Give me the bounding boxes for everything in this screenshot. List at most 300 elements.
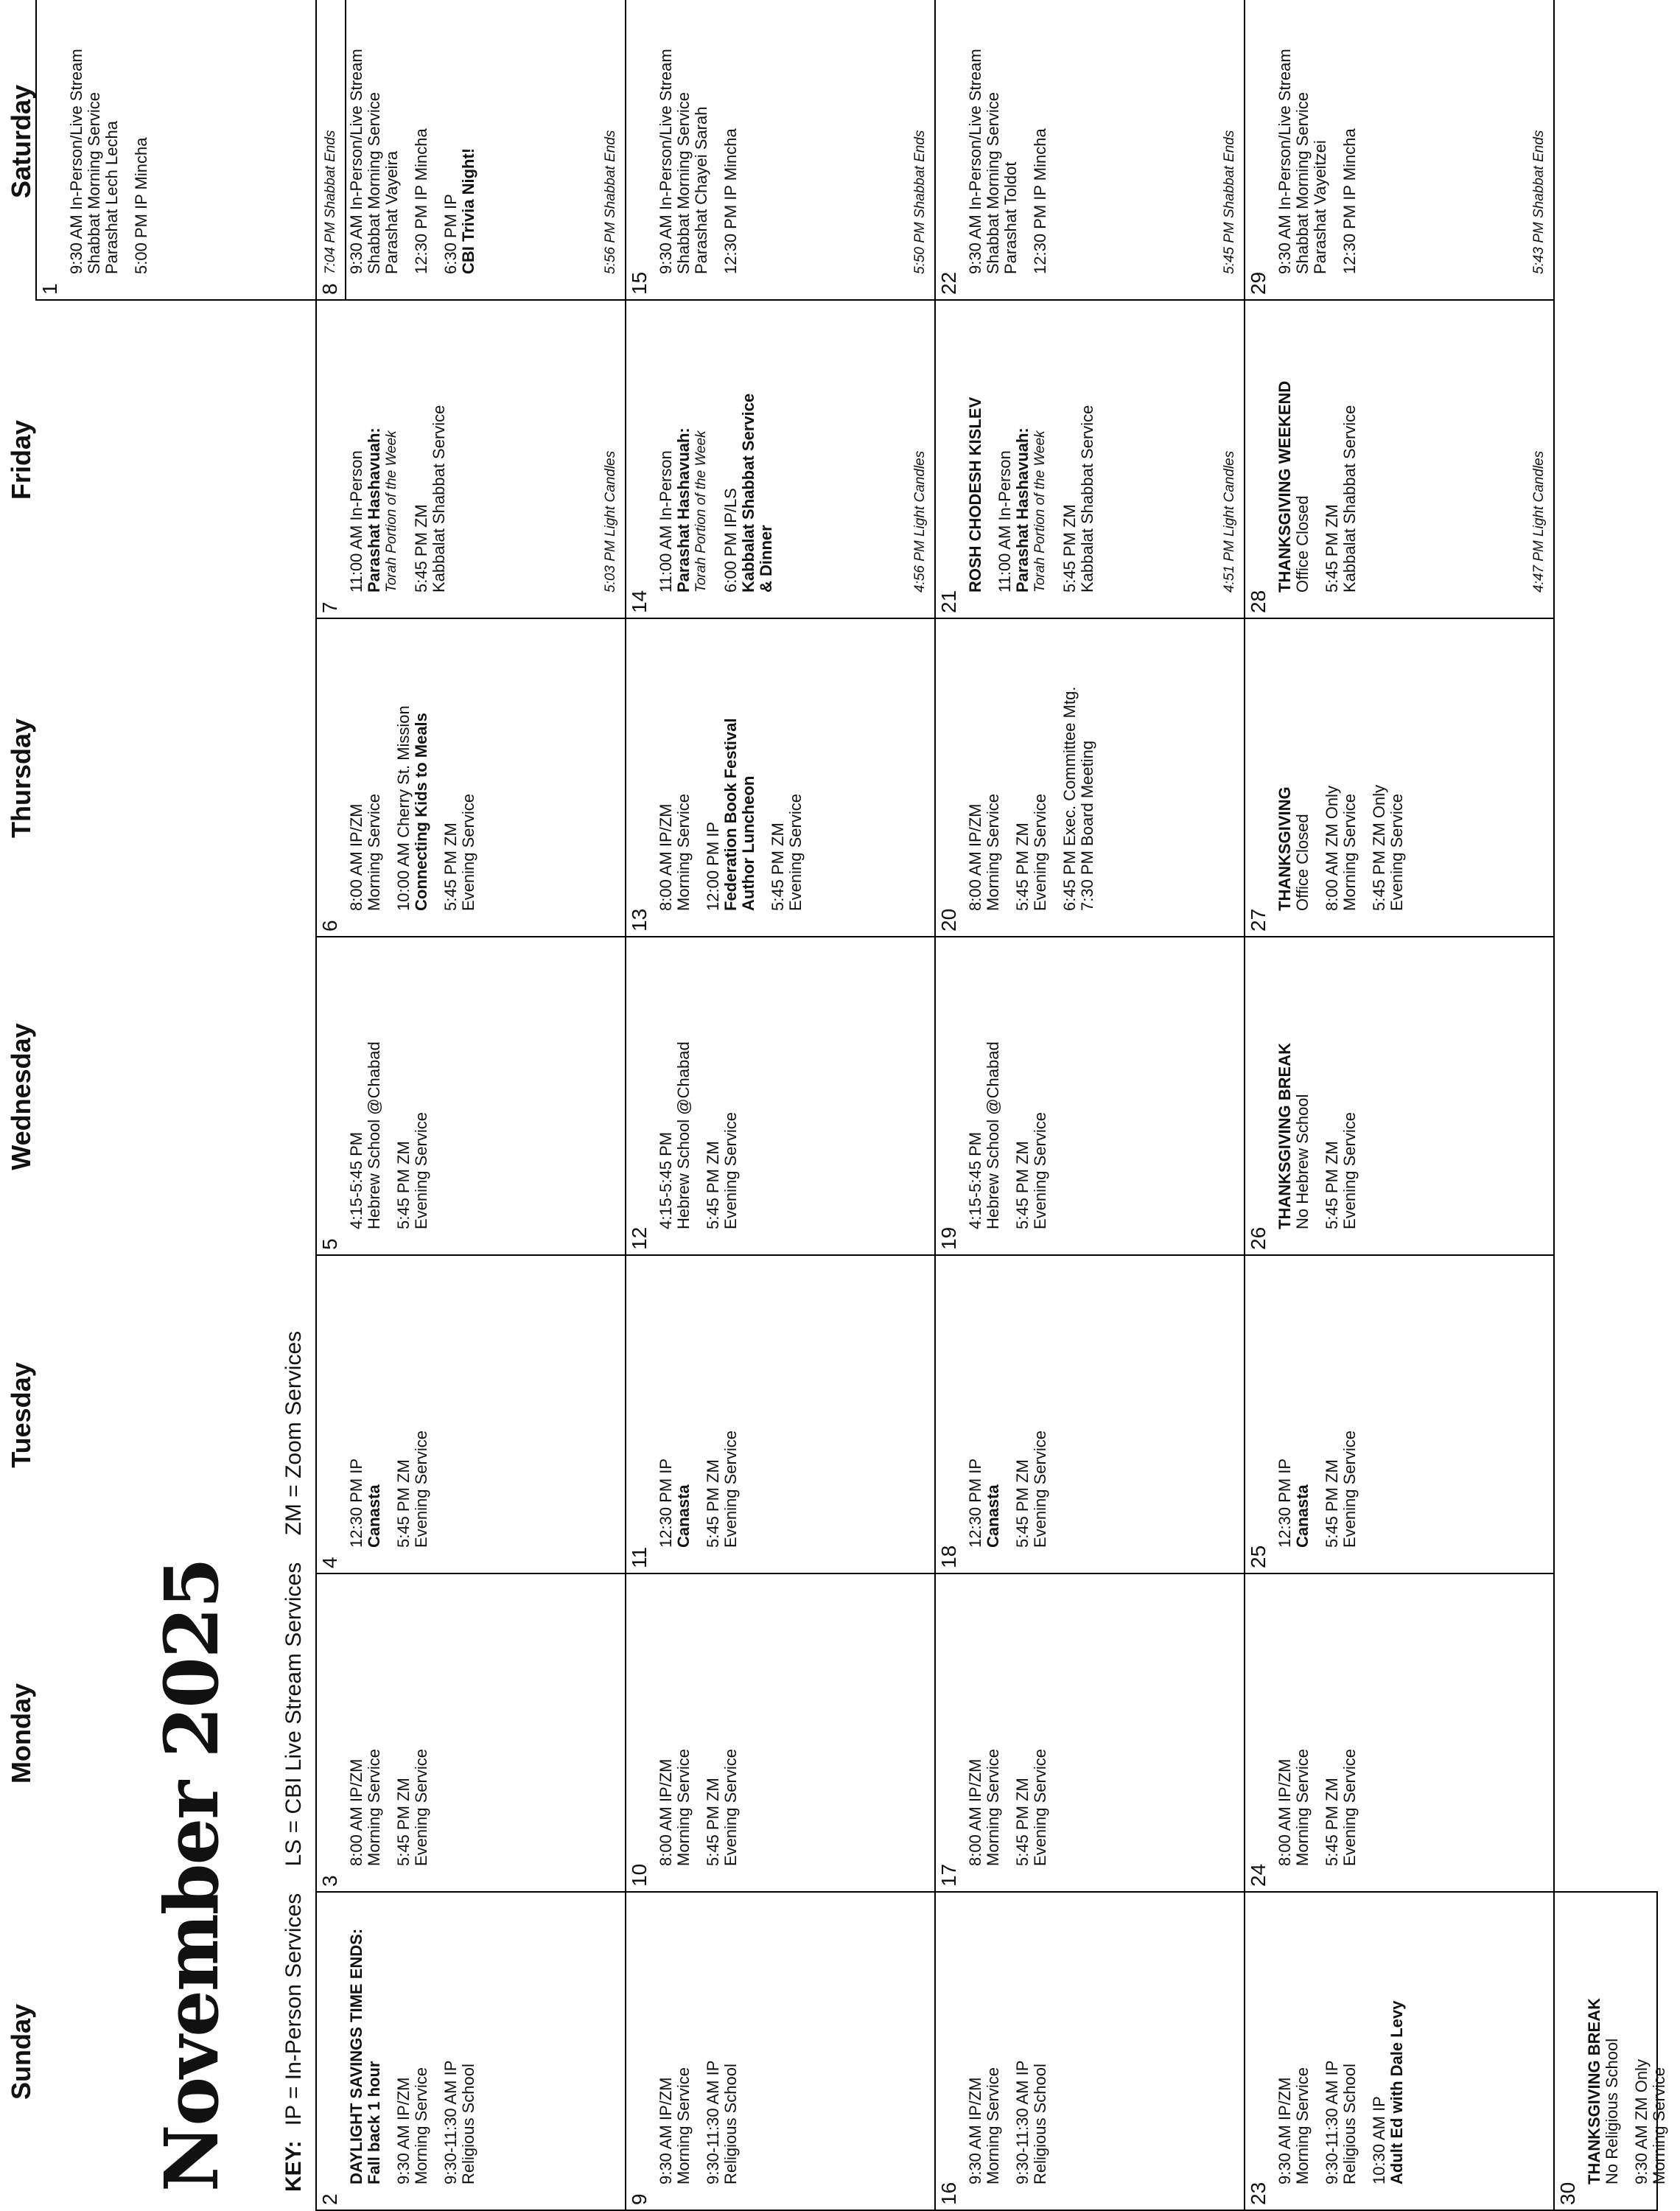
candle-time-note: 7:04 PM Shabbat Ends <box>323 130 338 274</box>
day-cell-22 <box>934 0 1245 301</box>
event-time: 5:45 PM ZM <box>394 1778 413 1866</box>
event-entry <box>657 307 710 593</box>
event-line: Evening Service <box>459 794 477 911</box>
event-line: Parashat Vayeira <box>382 150 401 274</box>
day-number: 30 <box>1556 2182 1579 2205</box>
event-line: Evening Service <box>1340 1112 1359 1229</box>
event-time: 12:30 PM IP Mincha <box>1031 128 1049 274</box>
event-list <box>68 0 162 274</box>
event-entry <box>967 1262 1002 1548</box>
event-line: Canasta <box>1293 1484 1312 1548</box>
day-cell-30 <box>1553 1891 1668 2211</box>
event-entry <box>1371 625 1406 911</box>
day-cell-5 <box>315 936 626 1256</box>
event-entry <box>395 1580 430 1866</box>
day-cell-10 <box>625 1573 936 1893</box>
event-line: Shabbat Morning Service <box>984 91 1002 274</box>
event-time: 8:00 AM IP/ZM <box>347 803 365 911</box>
event-entry <box>1061 307 1096 593</box>
event-entry <box>967 625 1002 911</box>
event-list <box>967 625 1108 911</box>
day-number: 9 <box>628 2193 651 2205</box>
event-entry <box>1276 943 1312 1229</box>
key-item-zm: ZM = Zoom Services <box>281 1330 306 1536</box>
event-line: Evening Service <box>1031 1431 1049 1548</box>
event-time: 5:45 PM ZM <box>704 1141 722 1229</box>
event-entry <box>967 307 984 593</box>
event-line: Evening Service <box>1387 794 1406 911</box>
event-line: Morning Service <box>1293 2067 1312 2184</box>
event-line: THANKSGIVING <box>1275 786 1294 911</box>
event-entry <box>996 307 1049 593</box>
day-cell-16 <box>934 1891 1245 2211</box>
event-line: Kabbalat Shabbat Service <box>1340 405 1359 593</box>
event-line: Religious School <box>1031 2064 1049 2184</box>
day-number: 28 <box>1247 590 1270 613</box>
candle-time-note: 4:51 PM Light Candles <box>1222 450 1237 593</box>
candle-time-note: 5:45 PM Shabbat Ends <box>1222 130 1237 274</box>
event-line: Evening Service <box>1340 1749 1359 1866</box>
event-time: 9:30 AM In-Person/Live Stream <box>966 49 984 274</box>
event-line: Torah Portion of the Week <box>384 430 399 593</box>
day-cell-9 <box>625 1891 936 2211</box>
event-line: Parashat Vayeitzei <box>1311 140 1329 274</box>
event-line: Religious School <box>459 2064 477 2184</box>
event-entry <box>395 1262 430 1548</box>
event-time: 12:30 PM IP Mincha <box>412 128 430 274</box>
event-time: 5:45 PM ZM <box>394 1141 413 1229</box>
day-cell-21 <box>934 299 1245 619</box>
event-entry <box>1633 1899 1668 2184</box>
event-line: Office Closed <box>1293 814 1312 911</box>
event-line: Evening Service <box>1031 1749 1049 1866</box>
event-entry <box>442 625 477 911</box>
event-entry <box>704 943 740 1229</box>
event-line: Morning Service <box>1650 2067 1668 2184</box>
event-line: Evening Service <box>721 1431 740 1548</box>
event-list <box>348 0 489 274</box>
event-time: 4:15-5:45 PM <box>347 1131 365 1229</box>
event-entry <box>967 1899 1002 2184</box>
event-time: 5:45 PM ZM <box>441 822 460 911</box>
event-line: THANKSGIVING WEEKEND <box>1275 380 1294 593</box>
day-number: 20 <box>937 908 960 932</box>
event-line: Morning Service <box>984 1749 1002 1866</box>
day-number: 1 <box>38 283 61 295</box>
event-line: Canasta <box>984 1484 1002 1548</box>
event-entry <box>1014 1262 1049 1548</box>
event-time: 4:15-5:45 PM <box>657 1131 675 1229</box>
event-entry <box>1323 625 1359 911</box>
event-time: 11:00 AM In-Person <box>995 450 1014 593</box>
event-line: Torah Portion of the Week <box>693 430 709 593</box>
day-cell-6 <box>315 618 626 937</box>
day-cell-17 <box>934 1573 1245 1893</box>
event-entry <box>769 625 805 911</box>
day-cell-12 <box>625 936 936 1256</box>
day-cell-1 <box>35 0 346 301</box>
event-time: 12:30 PM IP <box>347 1458 365 1548</box>
day-number: 26 <box>1247 1226 1270 1250</box>
event-line: Morning Service <box>1293 1749 1312 1866</box>
event-entry <box>68 0 121 274</box>
event-line: Canasta <box>674 1484 693 1548</box>
event-time: 9:30 AM In-Person/Live Stream <box>347 49 365 274</box>
event-list <box>1586 1899 1680 2184</box>
event-line: Shabbat Morning Service <box>85 91 103 274</box>
event-time: 10:30 AM IP <box>1370 2096 1388 2184</box>
event-list <box>657 943 752 1229</box>
event-list <box>348 1580 442 1866</box>
day-cell-4 <box>315 1254 626 1574</box>
event-list <box>657 1899 752 2184</box>
event-list <box>348 1899 489 2184</box>
event-time: 12:30 PM IP Mincha <box>1340 128 1359 274</box>
event-entry <box>1323 1580 1359 1866</box>
event-line: Morning Service <box>674 794 693 911</box>
event-entry <box>348 0 401 274</box>
event-entry <box>1061 625 1096 911</box>
day-number: 17 <box>937 1863 960 1887</box>
event-entry <box>1323 1899 1359 2184</box>
day-number: 21 <box>937 590 960 613</box>
event-line: THANKSGIVING BREAK <box>1585 1997 1603 2184</box>
candle-time-note: 5:03 PM Light Candles <box>603 450 618 593</box>
event-time: 12:00 PM IP <box>704 821 722 911</box>
event-line: Evening Service <box>786 794 805 911</box>
event-time: 9:30 AM IP/ZM <box>657 2077 675 2184</box>
event-time: 5:45 PM ZM <box>704 1459 722 1548</box>
event-time: 6:00 PM IP/LS <box>721 488 740 593</box>
event-entry <box>442 0 477 274</box>
event-entry <box>413 307 448 593</box>
event-line: Federation Book Festival <box>721 718 740 911</box>
day-number: 25 <box>1247 1545 1270 1568</box>
event-line: Morning Service <box>365 794 383 911</box>
event-list <box>1276 307 1371 593</box>
event-entry <box>657 0 710 274</box>
event-time: 9:30-11:30 AM IP <box>441 2060 460 2184</box>
event-entry <box>1014 1899 1049 2184</box>
day-header-saturday: Saturday <box>6 84 36 199</box>
event-entry <box>967 1580 1002 1866</box>
day-number: 29 <box>1247 271 1270 295</box>
event-entry <box>1014 943 1049 1229</box>
event-line: Evening Service <box>412 1112 430 1229</box>
event-line: Shabbat Morning Service <box>365 91 383 274</box>
day-cell-11 <box>625 1254 936 1574</box>
event-list <box>967 1262 1061 1548</box>
event-entry <box>967 0 1020 274</box>
event-time: 8:00 AM IP/ZM <box>657 1758 675 1866</box>
day-number: 14 <box>628 590 651 613</box>
event-line: Author Luncheon <box>739 775 757 911</box>
event-entry <box>722 307 775 593</box>
event-entry <box>395 625 430 911</box>
event-list <box>1276 943 1371 1229</box>
event-line: No Hebrew School <box>1293 1094 1312 1229</box>
event-line: & Dinner <box>757 525 775 593</box>
day-cell-19 <box>934 936 1245 1256</box>
event-line: THANKSGIVING BREAK <box>1275 1042 1294 1229</box>
event-line: Parashat Hashavuah: <box>365 427 383 593</box>
event-line: CBI Trivia Night! <box>459 147 477 274</box>
event-entry <box>1276 1580 1312 1866</box>
event-line: Evening Service <box>721 1112 740 1229</box>
event-line: Morning Service <box>674 2067 693 2184</box>
event-entry <box>1341 0 1359 274</box>
event-time: 5:45 PM ZM <box>1013 822 1032 911</box>
event-entry <box>348 625 383 911</box>
candle-time-note: 5:50 PM Shabbat Ends <box>912 130 928 274</box>
event-list <box>657 625 816 911</box>
event-line: Parashat Lech Lecha <box>102 121 121 274</box>
day-cell-23 <box>1244 1891 1555 2211</box>
day-cell-3 <box>315 1573 626 1893</box>
event-entry <box>413 0 430 274</box>
event-entry <box>348 943 383 1229</box>
day-cell-8 <box>315 0 626 301</box>
day-number: 5 <box>318 1238 341 1250</box>
event-time: 8:00 AM IP/ZM <box>966 803 984 911</box>
event-entry <box>657 943 693 1229</box>
event-time: 9:30 AM IP/ZM <box>394 2077 413 2184</box>
event-entry <box>1323 1262 1359 1548</box>
event-line: Canasta <box>365 1484 383 1548</box>
day-number: 4 <box>318 1557 341 1568</box>
event-time: 9:30-11:30 AM IP <box>704 2060 722 2184</box>
event-time: 5:45 PM ZM Only <box>1370 784 1388 911</box>
event-time: 12:30 PM IP <box>657 1458 675 1548</box>
day-number: 16 <box>937 2182 960 2205</box>
event-time: 8:00 AM IP/ZM <box>657 803 675 911</box>
event-time: 5:45 PM ZM <box>412 504 430 593</box>
event-time: 12:30 PM IP <box>966 1458 984 1548</box>
key-label: KEY: <box>281 2140 306 2192</box>
day-cell-29 <box>1244 0 1555 301</box>
event-list <box>1276 1899 1418 2184</box>
event-entry <box>657 1899 693 2184</box>
day-header-friday: Friday <box>6 419 36 500</box>
day-number: 2 <box>318 2193 341 2205</box>
event-line: Evening Service <box>412 1749 430 1866</box>
event-entry <box>657 1262 693 1548</box>
event-list <box>348 625 489 911</box>
day-header-tuesday: Tuesday <box>6 1362 36 1468</box>
day-cell-24 <box>1244 1573 1555 1893</box>
event-time: 6:45 PM Exec. Committee Mtg. <box>1060 686 1079 911</box>
event-line: Parashat Chayei Sarah <box>692 106 710 274</box>
event-time: 5:45 PM ZM <box>1323 1459 1341 1548</box>
day-cell-15 <box>625 0 936 301</box>
day-number: 19 <box>937 1226 960 1250</box>
day-number: 10 <box>628 1863 651 1887</box>
event-line: Hebrew School @Chabad <box>365 1041 383 1229</box>
day-cell-18 <box>934 1254 1245 1574</box>
day-number: 7 <box>318 601 341 613</box>
event-time: 5:45 PM ZM <box>1013 1459 1032 1548</box>
event-entry <box>1014 1580 1049 1866</box>
candle-time-note: 5:56 PM Shabbat Ends <box>603 130 618 274</box>
candle-time-note: 4:47 PM Light Candles <box>1531 450 1547 593</box>
day-number: 11 <box>628 1546 651 1568</box>
event-list <box>1276 1262 1371 1548</box>
event-time: 5:45 PM ZM <box>1323 1141 1341 1229</box>
event-line: Morning Service <box>1340 794 1359 911</box>
event-time: 9:30 AM In-Person/Live Stream <box>657 49 675 274</box>
event-time: 9:30 AM ZM Only <box>1632 2059 1651 2184</box>
day-number: 8 <box>318 283 341 295</box>
event-entry <box>704 1899 740 2184</box>
event-line: Shabbat Morning Service <box>674 91 693 274</box>
event-line: Evening Service <box>1031 794 1049 911</box>
day-number: 6 <box>318 920 341 932</box>
event-entry <box>1276 1262 1312 1548</box>
event-entry <box>395 1899 430 2184</box>
event-entry <box>657 1580 693 1866</box>
event-time: 5:45 PM ZM <box>1323 1778 1341 1866</box>
event-list <box>967 307 1108 593</box>
event-time: 12:30 PM IP <box>1275 1458 1294 1548</box>
event-list <box>967 1899 1061 2184</box>
event-line: Kabbalat Shabbat Service <box>1078 405 1096 593</box>
day-cell-27 <box>1244 618 1555 937</box>
event-time: 8:00 AM IP/ZM <box>966 1758 984 1866</box>
event-line: Parashat Hashavuah: <box>674 427 693 593</box>
event-line: Kabbalat Shabbat Service <box>430 405 448 593</box>
event-entry <box>1371 1899 1406 2184</box>
key-legend <box>281 1310 307 2192</box>
event-line: Evening Service <box>1340 1431 1359 1548</box>
event-time: 8:00 AM ZM Only <box>1323 786 1341 911</box>
day-cell-25 <box>1244 1254 1555 1574</box>
event-line: Morning Service <box>984 794 1002 911</box>
event-entry <box>1323 307 1359 593</box>
event-list <box>1276 0 1371 274</box>
event-line: Parashat Toldot <box>1001 161 1020 274</box>
day-cell-2 <box>315 1891 626 2211</box>
event-entry <box>1014 625 1049 911</box>
event-line: Fall back 1 hour <box>365 2061 383 2184</box>
event-line: Office Closed <box>1293 495 1312 593</box>
event-line: No Religious School <box>1603 2038 1621 2184</box>
day-number: 13 <box>628 908 651 932</box>
event-entry <box>348 1580 383 1866</box>
day-number: 22 <box>937 271 960 295</box>
day-number: 15 <box>628 271 651 295</box>
event-entry <box>1276 1899 1312 2184</box>
event-time: 5:45 PM ZM <box>769 822 787 911</box>
day-number: 18 <box>937 1545 960 1568</box>
event-entry <box>1323 943 1359 1229</box>
event-time: 5:45 PM ZM <box>1013 1141 1032 1229</box>
event-line: Shabbat Morning Service <box>1293 91 1312 274</box>
event-time: 4:15-5:45 PM <box>966 1131 984 1229</box>
event-time: 12:30 PM IP Mincha <box>721 128 740 274</box>
event-entry <box>348 1899 383 2184</box>
event-list <box>1276 625 1418 911</box>
candle-time-note: 5:43 PM Shabbat Ends <box>1531 130 1547 274</box>
event-entry <box>1276 625 1312 911</box>
event-line: 7:30 PM Board Meeting <box>1078 740 1096 911</box>
event-time: 5:45 PM ZM <box>1060 504 1079 593</box>
day-number: 24 <box>1247 1863 1270 1887</box>
event-time: 9:30 AM IP/ZM <box>966 2077 984 2184</box>
day-number: 23 <box>1247 2182 1270 2205</box>
event-line: Adult Ed with Dale Levy <box>1387 2000 1406 2184</box>
event-entry <box>657 625 693 911</box>
event-line: Hebrew School @Chabad <box>674 1041 693 1229</box>
event-entry <box>442 1899 477 2184</box>
event-entry <box>1032 0 1049 274</box>
event-line: ROSH CHODESH KISLEV <box>966 397 984 593</box>
event-line: Morning Service <box>984 2067 1002 2184</box>
day-cell-26 <box>1244 936 1555 1256</box>
event-list <box>657 307 787 593</box>
day-number: 3 <box>318 1875 341 1887</box>
day-cell-7 <box>315 299 626 619</box>
event-line: Parashat Hashavuah: <box>1013 427 1032 593</box>
day-cell-13 <box>625 618 936 937</box>
event-time: 8:00 AM IP/ZM <box>347 1758 365 1866</box>
day-header-thursday: Thursday <box>6 718 36 839</box>
event-entry <box>1276 307 1312 593</box>
event-time: 5:45 PM ZM <box>704 1778 722 1866</box>
candle-time-note: 4:56 PM Light Candles <box>912 450 928 593</box>
event-entry <box>1586 1899 1621 2184</box>
event-line: Evening Service <box>412 1431 430 1548</box>
event-line: DAYLIGHT SAVINGS TIME ENDS: <box>347 1928 365 2184</box>
event-line: Torah Portion of the Week <box>1032 430 1048 593</box>
day-header-wednesday: Wednesday <box>6 1023 36 1170</box>
event-entry <box>1276 0 1329 274</box>
day-number: 12 <box>628 1226 651 1250</box>
event-time: 6:30 PM IP <box>441 194 460 274</box>
event-time: 9:30-11:30 AM IP <box>1323 2060 1341 2184</box>
day-header-sunday: Sunday <box>6 2003 36 2100</box>
event-list <box>657 1580 752 1866</box>
day-cell-28 <box>1244 299 1555 619</box>
page-title: November 2025 <box>148 1558 235 2192</box>
event-line: Morning Service <box>412 2067 430 2184</box>
event-list <box>348 307 460 593</box>
event-entry <box>133 0 150 274</box>
event-line: Morning Service <box>674 1749 693 1866</box>
event-time: 9:30 AM IP/ZM <box>1275 2077 1294 2184</box>
event-list <box>967 943 1061 1229</box>
event-time: 5:45 PM ZM <box>1323 504 1341 593</box>
event-time: 9:30 AM In-Person/Live Stream <box>67 49 85 274</box>
event-line: Connecting Kids to Meals <box>412 713 430 911</box>
event-line: Evening Service <box>721 1749 740 1866</box>
day-number: 27 <box>1247 908 1270 932</box>
event-entry <box>704 1262 740 1548</box>
day-cell-20 <box>934 618 1245 937</box>
event-time: 5:45 PM ZM <box>1013 1778 1032 1866</box>
event-line: Hebrew School @Chabad <box>984 1041 1002 1229</box>
event-time: 9:30-11:30 AM IP <box>1013 2060 1032 2184</box>
event-entry <box>348 307 401 593</box>
event-time: 8:00 AM IP/ZM <box>1275 1758 1294 1866</box>
event-entry <box>348 1262 383 1548</box>
event-list <box>657 0 752 274</box>
event-list <box>967 0 1061 274</box>
event-list <box>657 1262 752 1548</box>
event-time: 5:00 PM IP Mincha <box>132 137 150 274</box>
event-time: 11:00 AM In-Person <box>657 450 675 593</box>
key-item-ip: IP = In-Person Services <box>281 1893 306 2126</box>
event-list <box>1276 1580 1371 1866</box>
